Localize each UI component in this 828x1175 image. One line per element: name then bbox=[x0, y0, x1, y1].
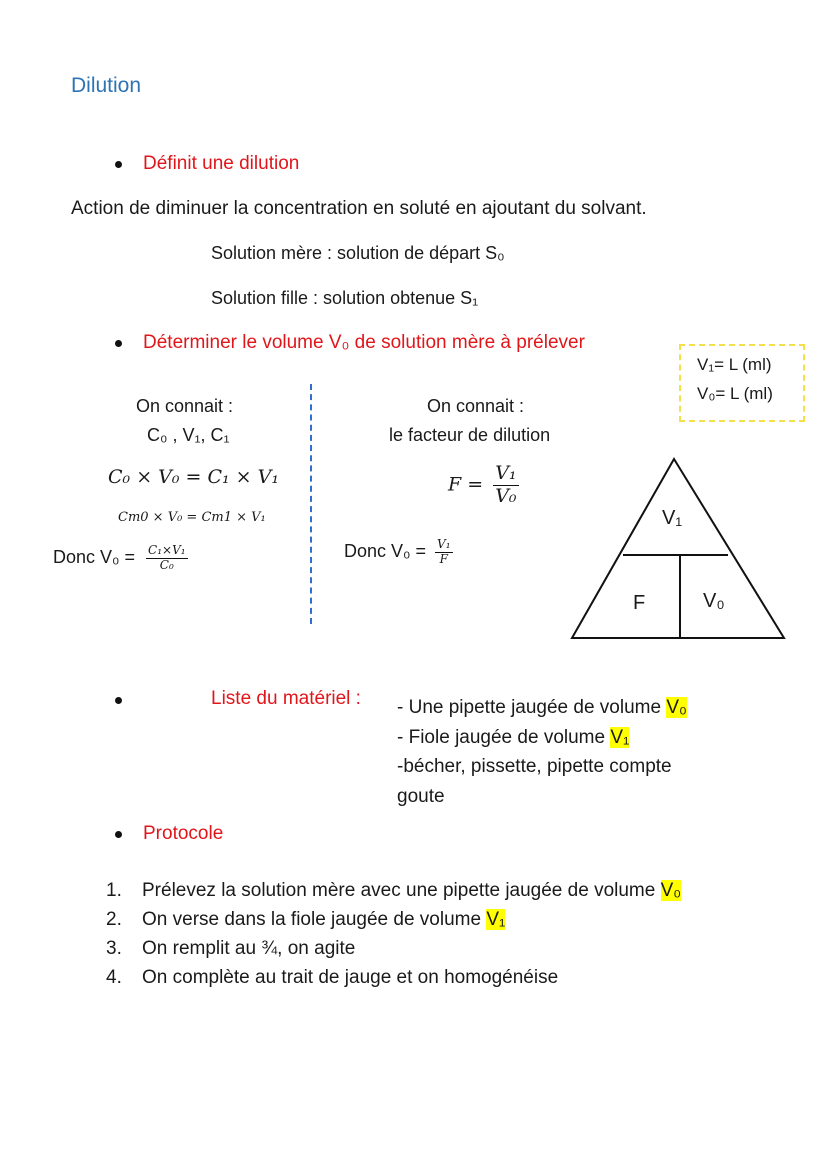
highlight: V₀ bbox=[660, 880, 682, 901]
unit-v1: V₁= L (ml) bbox=[697, 355, 772, 374]
equation-concentration: C₀ × V₀ = C₁ × V₁ bbox=[108, 466, 279, 488]
equation-mass-concentration: Cm0 × V₀ = Cm1 × V₁ bbox=[118, 510, 266, 525]
section-heading-protocol: Protocole bbox=[143, 823, 224, 844]
highlight: V₀ bbox=[666, 697, 687, 718]
left-donc-formula bbox=[53, 544, 188, 573]
highlight: V₁ bbox=[486, 909, 506, 930]
factor-denominator: V₀ bbox=[495, 484, 517, 507]
section-heading-material: Liste du matériel : bbox=[211, 688, 361, 709]
list-item: -bécher, pissette, pipette compte bbox=[397, 756, 672, 777]
triangle-label-top: V₁ bbox=[662, 507, 683, 529]
left-known-label: On connait : bbox=[136, 396, 234, 416]
right-known-values: le facteur de dilution bbox=[389, 425, 551, 445]
dilution-triangle bbox=[568, 455, 790, 645]
section-heading-volume: Déterminer le volume V₀ de solution mère à prélever bbox=[143, 332, 585, 353]
fraction-numerator: C₁×V₁ bbox=[148, 543, 186, 557]
protocol-step: 4. On complète au trait de jauge et on homogénéise bbox=[106, 967, 559, 988]
protocol-steps bbox=[106, 876, 681, 992]
fraction-v0-f bbox=[435, 538, 452, 567]
bullet-icon bbox=[115, 697, 122, 704]
right-donc-formula bbox=[344, 538, 453, 567]
definition-text: Action de diminuer la concentration en soluté en ajoutant du solvant. bbox=[71, 198, 647, 219]
unit-v0: V₀= L (ml) bbox=[697, 384, 773, 403]
triangle-label-bottom-right: V₀ bbox=[703, 590, 725, 612]
bullet-icon bbox=[115, 831, 122, 838]
factor-fraction bbox=[493, 463, 518, 508]
column-divider bbox=[310, 384, 312, 624]
bullet-icon bbox=[115, 340, 122, 347]
fraction-denominator: C₀ bbox=[159, 557, 174, 572]
material-list bbox=[397, 693, 687, 811]
fraction-v0 bbox=[146, 544, 188, 573]
donc-label: Donc V₀ = bbox=[53, 547, 136, 568]
dilution-factor-formula bbox=[448, 463, 519, 508]
list-item: goute bbox=[397, 785, 445, 807]
protocol-step: 1. Prélevez la solution mère avec une pipette jaugée de volume V₀ bbox=[106, 880, 682, 901]
section-heading-definition: Définit une dilution bbox=[143, 153, 300, 174]
factor-numerator: V₁ bbox=[495, 462, 517, 484]
factor-lhs: F = bbox=[448, 473, 484, 496]
fraction-numerator: V₁ bbox=[437, 537, 451, 551]
solution-fille-text: Solution fille : solution obtenue S₁ bbox=[211, 288, 479, 308]
page-title: Dilution bbox=[71, 74, 142, 97]
right-known-label: On connait : bbox=[427, 396, 525, 416]
donc-label: Donc V₀ = bbox=[344, 541, 427, 562]
left-known-values: C₀ , V₁, C₁ bbox=[147, 425, 230, 445]
triangle-label-bottom-left: F bbox=[633, 592, 646, 614]
protocol-step: 2. On verse dans la fiole jaugée de volume V₁ bbox=[106, 909, 506, 930]
highlight: V₁ bbox=[610, 726, 630, 748]
triangle-outline bbox=[572, 459, 784, 638]
solution-mere-text: Solution mère : solution de départ S₀ bbox=[211, 243, 505, 263]
bullet-icon bbox=[115, 161, 122, 168]
list-item: - Fiole jaugée de volume V₁ bbox=[397, 726, 630, 748]
fraction-denominator: F bbox=[439, 551, 448, 566]
list-item: - Une pipette jaugée de volume V₀ bbox=[397, 697, 687, 718]
protocol-step: 3. On remplit au ¾, on agite bbox=[106, 938, 356, 959]
